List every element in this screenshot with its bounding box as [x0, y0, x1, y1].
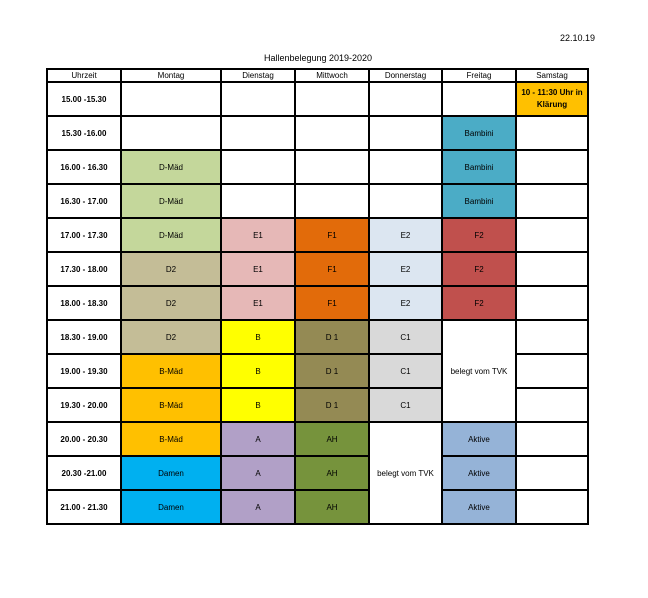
montag-cell: Damen [121, 490, 221, 524]
mittwoch-cell [295, 150, 369, 184]
montag-cell: D-Mäd [121, 150, 221, 184]
dienstag-cell [221, 184, 295, 218]
freitag-cell: Bambini [442, 184, 516, 218]
time-cell: 20.30 -21.00 [47, 456, 121, 490]
freitag-cell [442, 82, 516, 116]
dienstag-cell: A [221, 490, 295, 524]
donnerstag-merged-cell: belegt vom TVK [369, 422, 442, 524]
freitag-cell: F2 [442, 286, 516, 320]
mittwoch-cell [295, 82, 369, 116]
freitag-cell: Bambini [442, 150, 516, 184]
freitag-cell: F2 [442, 218, 516, 252]
time-cell: 17.00 - 17.30 [47, 218, 121, 252]
time-cell: 17.30 - 18.00 [47, 252, 121, 286]
samstag-cell [516, 320, 588, 354]
dienstag-cell [221, 82, 295, 116]
donnerstag-cell: C1 [369, 388, 442, 422]
mittwoch-cell: F1 [295, 252, 369, 286]
montag-cell: D2 [121, 286, 221, 320]
mittwoch-cell: F1 [295, 286, 369, 320]
donnerstag-cell: C1 [369, 354, 442, 388]
mittwoch-cell: D 1 [295, 388, 369, 422]
header-uhrzeit: Uhrzeit [47, 69, 121, 82]
header-dienstag: Dienstag [221, 69, 295, 82]
mittwoch-cell: AH [295, 490, 369, 524]
mittwoch-cell [295, 116, 369, 150]
montag-cell: B-Mäd [121, 388, 221, 422]
donnerstag-cell: E2 [369, 286, 442, 320]
time-cell: 21.00 - 21.30 [47, 490, 121, 524]
table-row [47, 490, 588, 524]
samstag-cell [516, 490, 588, 524]
samstag-cell [516, 218, 588, 252]
donnerstag-cell: E2 [369, 252, 442, 286]
table-row [47, 184, 588, 218]
mittwoch-cell [295, 184, 369, 218]
table-row [47, 456, 588, 490]
montag-cell: B-Mäd [121, 422, 221, 456]
donnerstag-cell [369, 116, 442, 150]
header-freitag: Freitag [442, 69, 516, 82]
samstag-cell [516, 354, 588, 388]
table-row [47, 286, 588, 320]
table-row [47, 218, 588, 252]
montag-cell: D-Mäd [121, 184, 221, 218]
freitag-cell: Aktive [442, 456, 516, 490]
mittwoch-cell: AH [295, 422, 369, 456]
time-cell: 15.30 -16.00 [47, 116, 121, 150]
time-cell: 16.00 - 16.30 [47, 150, 121, 184]
dienstag-cell: E1 [221, 218, 295, 252]
dienstag-cell: E1 [221, 252, 295, 286]
montag-cell: B-Mäd [121, 354, 221, 388]
table-row [47, 252, 588, 286]
dienstag-cell [221, 150, 295, 184]
dienstag-cell [221, 116, 295, 150]
donnerstag-cell: E2 [369, 218, 442, 252]
montag-cell [121, 116, 221, 150]
donnerstag-cell [369, 184, 442, 218]
dienstag-cell: B [221, 320, 295, 354]
table-row [47, 320, 588, 354]
header-samstag: Samstag [516, 69, 588, 82]
page-title: Hallenbelegung 2019-2020 [263, 53, 373, 63]
table-row [47, 116, 588, 150]
time-cell: 16.30 - 17.00 [47, 184, 121, 218]
samstag-cell [516, 184, 588, 218]
samstag-cell [516, 252, 588, 286]
header-row [47, 69, 588, 82]
dienstag-cell: A [221, 456, 295, 490]
time-cell: 19.00 - 19.30 [47, 354, 121, 388]
table-row [47, 82, 588, 116]
samstag-cell [516, 286, 588, 320]
dienstag-cell: B [221, 388, 295, 422]
freitag-cell: Aktive [442, 490, 516, 524]
dienstag-cell: E1 [221, 286, 295, 320]
header-donnerstag: Donnerstag [369, 69, 442, 82]
freitag-cell: F2 [442, 252, 516, 286]
time-cell: 20.00 - 20.30 [47, 422, 121, 456]
freitag-merged-cell: belegt vom TVK [442, 320, 516, 422]
dienstag-cell: B [221, 354, 295, 388]
schedule-table [46, 68, 589, 525]
dienstag-cell: A [221, 422, 295, 456]
samstag-note-cell: 10 - 11:30 Uhr in Klärung [516, 82, 588, 116]
header-mittwoch: Mittwoch [295, 69, 369, 82]
mittwoch-cell: F1 [295, 218, 369, 252]
mittwoch-cell: D 1 [295, 320, 369, 354]
mittwoch-cell: D 1 [295, 354, 369, 388]
mittwoch-cell: AH [295, 456, 369, 490]
table-row [47, 422, 588, 456]
samstag-cell [516, 456, 588, 490]
time-cell: 18.30 - 19.00 [47, 320, 121, 354]
montag-cell [121, 82, 221, 116]
montag-cell: D2 [121, 320, 221, 354]
samstag-cell [516, 388, 588, 422]
samstag-cell [516, 116, 588, 150]
date-label: 22.10.19 [560, 33, 596, 43]
donnerstag-cell [369, 150, 442, 184]
header-montag: Montag [121, 69, 221, 82]
montag-cell: D-Mäd [121, 218, 221, 252]
table-row [47, 150, 588, 184]
freitag-cell: Bambini [442, 116, 516, 150]
donnerstag-cell: C1 [369, 320, 442, 354]
donnerstag-cell [369, 82, 442, 116]
samstag-cell [516, 422, 588, 456]
time-cell: 19.30 - 20.00 [47, 388, 121, 422]
time-cell: 15.00 -15.30 [47, 82, 121, 116]
time-cell: 18.00 - 18.30 [47, 286, 121, 320]
montag-cell: D2 [121, 252, 221, 286]
freitag-cell: Aktive [442, 422, 516, 456]
montag-cell: Damen [121, 456, 221, 490]
samstag-cell [516, 150, 588, 184]
